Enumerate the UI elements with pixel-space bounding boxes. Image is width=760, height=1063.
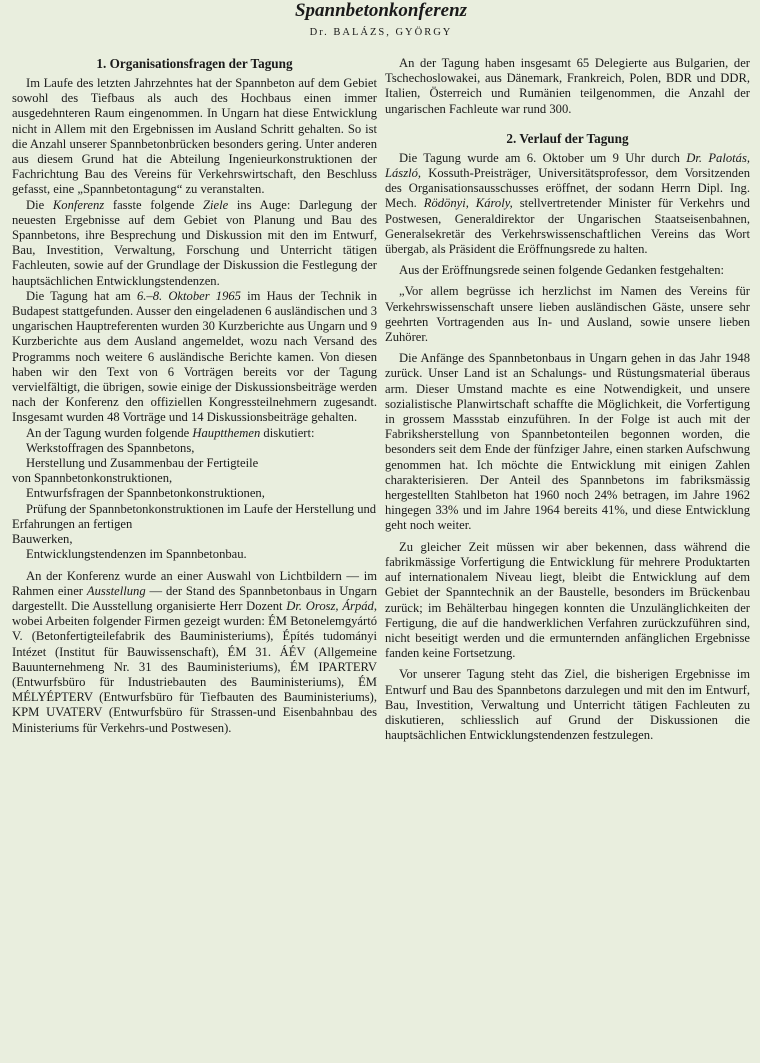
article-title: Spannbetonkonferenz	[294, 0, 468, 21]
topic-item: Herstellung und Zusammenbau der Fertigteile	[26, 456, 259, 471]
section-1-paragraph-4: An der Tagung wurden folgende Hauptthemen diskutiert:	[26, 425, 315, 440]
section-1-paragraph-5: An der Konferenz wurde an einer Auswahl von Lichtbildern — im Rahmen einer Ausstellung — der Stand des Spannbetonbaus in Ungarn dargestellt. Die Ausstellung organisierte Herr Dozent Dr. Orosz, Árpád, wobei Arbeiten folgender Firmen gezeigt wurden: ÉM Betonelemgyártó V. (Betonfertigteilefabrik des Bauministeriums), Építés tudományi Intézet (Institut für Bauwissenschaft), ÉM 31. ÁÉV (Allgemeine Bauunternehmeng Nr. 31 des Bauministeriums), ÉM IPARTERV (Entwurfsbüro für Industriebauten des Bauministeriums), ÉM MÉLYÉPTERV (Entwurfsbüro für Tiefbauten des Bauministeriums), KPM UVATERV (Entwurfsbüro für Strassen-und Eisenbahnbau des Ministeriums für Verkehrs-und Postwesen).	[12, 568, 377, 735]
two-column-body	[12, 56, 750, 743]
topic-item: von Spannbetonkonstruktionen,	[12, 471, 173, 486]
section-2-paragraph-3: „Vor allem begrüsse ich herzlichst im Namen des Vereins für Verkehrswissenschaft unsere lieben ausländischen Gäste, unsere sehr geehrten Vortragenden aus In- und Ausland, sowie unsere lieben Zuhörer.	[385, 284, 750, 345]
topic-item: Bauwerken,	[12, 532, 73, 547]
author-line: Dr. BALÁZS, GYÖRGY	[309, 27, 453, 38]
section-2-paragraph-6: Vor unserer Tagung steht das Ziel, die bisherigen Ergebnisse im Entwurf und Bau des Spannbetons darzulegen und mit den im Entwurf, Bau, Investition, Verwaltung und Unterricht tätigen Fachleuten zu diskutieren, schliesslich auf Grund der Diskussionen die hauptsächlichen Entwicklungstendenzen festzulegen.	[385, 667, 750, 743]
delegates-paragraph: An der Tagung haben insgesamt 65 Delegierte aus Bulgarien, der Tschechoslowakei, aus Dänemark, Frankreich, Polen, BDR und DDR, Italien, Österreich und Rumänien teilgenommen, die Anzahl der ungarischen Fachleute war rund 300.	[385, 56, 750, 116]
topics-list	[12, 441, 377, 563]
section-2-heading: 2. Verlauf der Tagung	[506, 130, 629, 146]
section-2-paragraph-5: Zu gleicher Zeit müssen wir aber bekennen, dass während die fabrikmässige Vorfertigung die Entwicklung für mehrere Produktarten auf internationalem Niveau liegt, bleibt die Entwicklung auf dem Gebiet der Spanntechnik an der Baustelle, besonders im Brückenbau zurück; im Behälterbau hingegen konnten die Unzulänglichkeiten der Fertigung, die auf die handwerklichen Verfahren zurückzuführen sind, nicht beseitigt werden und die ermunternden anfänglichen Ergebnisse fanden keine Fortsetzung.	[385, 539, 750, 661]
topic-item: Prüfung der Spannbetonkonstruktionen im Laufe der Herstellung und Erfahrungen an fertigen	[12, 501, 377, 531]
section-2-paragraph-2: Aus der Eröffnungsrede seinen folgende Gedanken festgehalten:	[399, 263, 724, 278]
right-column	[385, 56, 750, 743]
section-1-heading: 1. Organisationsfragen der Tagung	[96, 56, 293, 71]
section-1-paragraph-1: Im Laufe des letzten Jahrzehntes hat der Spannbeton auf dem Gebiet sowohl des Tiefbaus als auch des Hochbaus einen immer ausgedehnteren Raum eingenommen. In Ungarn hat diese Entwicklung nicht in Allem mit den Ergebnissen im Ausland Schritt gehalten. So ist die Anzahl unserer Spannbetonbrücken besonders gering. Unter anderen aus diesem Grund hat die Abteilung Ingenieurkonstruktionen der Fachrichtung Bau des Vereins für Verkehrswirtschaft, den Beschluss gefasst, eine „Spannbetontagung“ zu veranstalten.	[12, 76, 377, 197]
topic-item: Entwicklungstendenzen im Spannbetonbau.	[26, 547, 247, 562]
left-column	[12, 56, 377, 743]
topic-item: Entwurfsfragen der Spannbetonkonstruktionen,	[26, 486, 265, 501]
topic-item: Werkstoffragen des Spannbetons,	[26, 440, 195, 455]
section-2-paragraph-4: Die Anfänge des Spannbetonbaus in Ungarn gehen in das Jahr 1948 zurück. Unser Land ist an Schalungs- und Rüstungsmaterial überaus arm. Dieser Umstand machte es eine Notwendigkeit, und unsere sozialistische Planwirtschaft schaffte die Möglichkeit, die Vorfertigung in grossem Massstab einzuführen. In der Folge ist auch mit der Fabriksherstellung von Spannbetonteilen begonnen worden, die besonders seit dem Ende der fünfziger Jahre, einen starken Aufschwung genommen hat. Ich möchte die Entwicklung mit einigen Zahlen charakterisieren. Der Anteil des Spannbetons im fabriksmässig hergestellten Stahlbeton hat 1960 noch 24% betragen, im Jahre 1962 hingegen 33% und im Jahre 1964 bereits 41%, und diese Entwicklung geht noch weiter.	[385, 351, 750, 533]
section-1-paragraph-2: Die Konferenz fasste folgende Ziele ins Auge: Darlegung der neuesten Ergebnisse auf dem Gebiet von Planung und Bau des Spannbetons, ihre Besprechung und Diskussion mit den im Entwurf, Bau, Investition, Verwaltung, Forschung und Unterricht tätigen Fachleuten, sowie auf der Grundlage der Diskussion die Festlegung der hauptsächlichen Entwicklungstendenzen.	[12, 197, 378, 288]
section-2-paragraph-1: Die Tagung wurde am 6. Oktober um 9 Uhr durch Dr. Palotás, László, Kossuth-Preisträger, Universitätsprofessor, dem Vorsitzenden des Organisationsausschusses eröffnet, der sodann Herrn Dipl. Ing. Mech. Rödönyi, Károly, stellvertretender Minister für Verkehrs und Postwesen, Generaldirektor der Ungarischen Staatseisenbahnen, Generalsekretär des Verkehrswissenschaftlichen Vereins das Wort übergab, als Präsident die Eröffnungsrede zu halten.	[385, 150, 750, 257]
section-1-paragraph-3: Die Tagung hat am 6.–8. Oktober 1965 im Haus der Technik in Budapest stattgefunden. Ausser den eingeladenen 6 ausländischen und 3 ungarischen Hauptreferenten wurden 30 Kurzberichte aus Ungarn und 9 Kurzberichte aus dem Ausland angemeldet, wozu nach Versand des Programms noch weitere 6 ausländische Berichte kamen. Von diesen haben wir den Text von 6 Vorträgen bereits vor der Tagung vervielfältigt, die übrigen, sowie einige der Diskussionsbeiträge werden nach der Konferenz den offiziellen Kongressteilnehmern zugesandt. Insgesamt wurden 48 Vorträge und 14 Diskussionsbeiträge gehalten.	[12, 288, 377, 425]
